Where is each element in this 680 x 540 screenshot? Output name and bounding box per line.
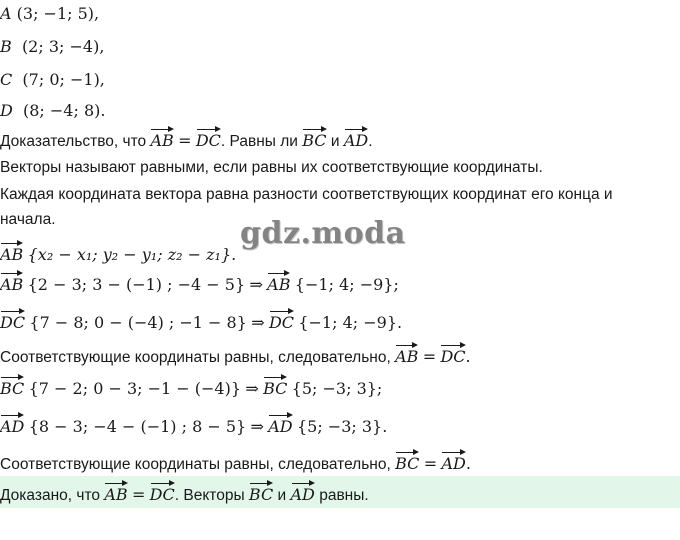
final-statement: Доказано, что AB = DC. Векторы BC и AD равны. (0, 482, 369, 506)
watermark-logo: gdz.moda (240, 216, 406, 251)
calc-dc: DC {7 − 8; 0 − (−4) ; −1 − 8} ⇒ DC {−1; 4; −9}. (0, 310, 402, 334)
vector-bc: BC (395, 451, 419, 472)
vector-bc: BC (0, 376, 24, 397)
rule-text-line2: начала. (0, 211, 56, 228)
vector-ab: AB (0, 272, 23, 293)
point-d: D (8; −4; 8). (0, 101, 106, 120)
vector-dc: DC (269, 310, 294, 331)
task-statement: Доказательство, что AB = DC. Равны ли BC и AD. (0, 128, 373, 152)
vector-dc: DC (196, 128, 221, 149)
point-a: A (3; −1; 5), (0, 4, 100, 23)
vector-ab: AB (150, 128, 173, 149)
vector-ab: AB (395, 344, 418, 365)
calc-ad: AD {8 − 3; −4 − (−1) ; 8 − 5} ⇒ AD {5; −3; 3}. (0, 414, 387, 438)
vector-dc: DC (440, 344, 465, 365)
point-c: C (7; 0; −1), (0, 70, 105, 89)
rule-text-line1: Каждая координата вектора равна разности соответствующих координат его конца и (0, 186, 613, 203)
vector-dc: DC (0, 310, 25, 331)
vector-ad: AD (0, 414, 24, 435)
general-formula: AB {x₂ − x₁; y₂ − y₁; z₂ − z₁}. (0, 242, 236, 266)
calc-ab: AB {2 − 3; 3 − (−1) ; −4 − 5} ⇒ AB {−1; 4; −9}; (0, 272, 399, 296)
vector-ab: AB (0, 242, 23, 263)
definition-text: Векторы называют равными, если равны их соответствующие координаты. (0, 159, 543, 176)
vector-ad: AD (291, 482, 315, 503)
vector-ab: AB (104, 482, 127, 503)
vector-ad: AD (344, 128, 368, 149)
conclusion-1: Соответствующие координаты равны, следовательно, AB = DC. (0, 344, 471, 368)
point-b: B (2; 3; −4), (0, 37, 105, 56)
vector-ab: AB (267, 272, 290, 293)
vector-bc: BC (302, 128, 326, 149)
vector-ad: AD (441, 451, 465, 472)
vector-dc: DC (150, 482, 175, 503)
vector-bc: BC (249, 482, 273, 503)
conclusion-2: Соответствующие координаты равны, следовательно, BC = AD. (0, 451, 471, 475)
calc-bc: BC {7 − 2; 0 − 3; −1 − (−4)} ⇒ BC {5; −3; 3}; (0, 376, 382, 400)
vector-bc: BC (263, 376, 287, 397)
vector-ad: AD (268, 414, 292, 435)
